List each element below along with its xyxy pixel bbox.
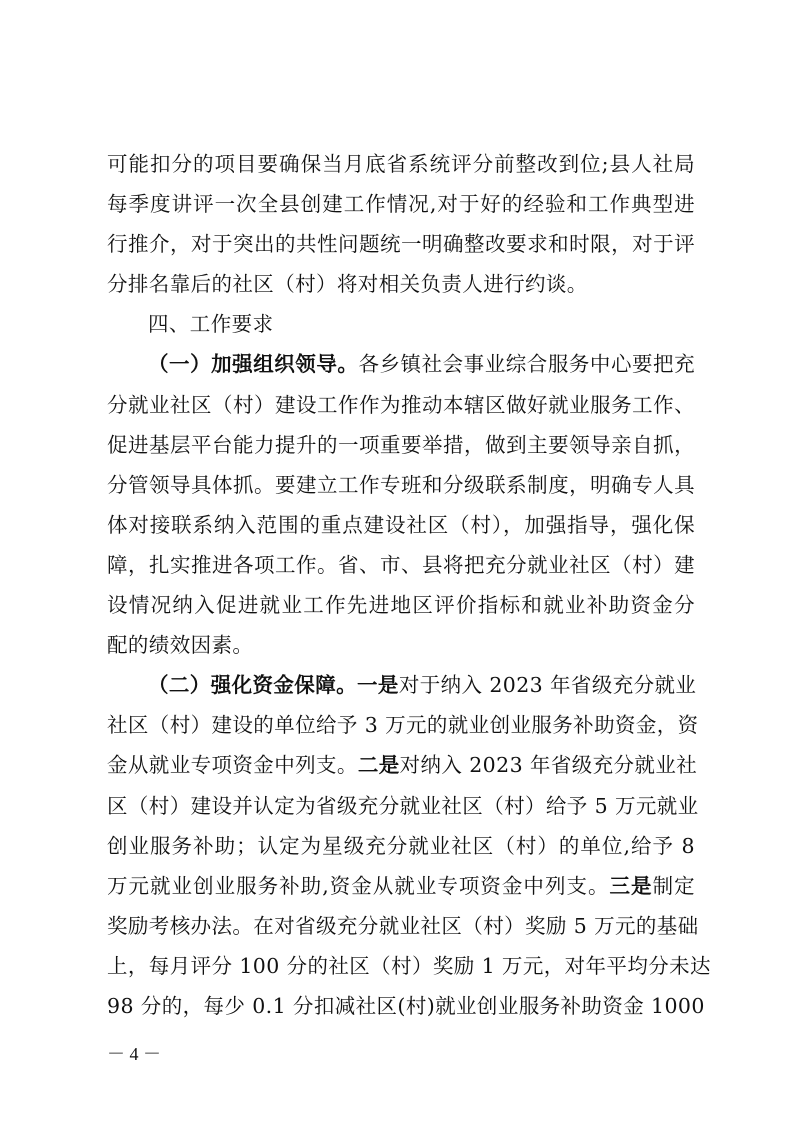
subsection-heading: （一）加强组织领导。 [148, 352, 359, 377]
paragraph-line: 每季度讲评一次全县创建工作情况,对于好的经验和工作典型进 [107, 192, 695, 217]
paragraph-text: 万元就业创业服务补助,资金从就业专项资金中列支。 [107, 873, 610, 898]
paragraph-line: 分排名靠后的社区（村）将对相关负责人进行约谈。 [107, 272, 588, 297]
paragraph-text: 对于纳入 2023 年省级充分就业 [398, 673, 697, 698]
paragraph-line: 创业服务补助；认定为星级充分就业社区（村）的单位,给予 8 [107, 833, 695, 858]
paragraph-line: 区（村）建设并认定为省级充分就业社区（村）给予 5 万元就业 [107, 793, 699, 818]
paragraph-line: 行推介，对于突出的共性问题统一明确整改要求和时限，对于评 [107, 232, 695, 257]
paragraph-line: 设情况纳入促进就业工作先进地区评价指标和就业补助资金分 [107, 593, 695, 618]
paragraph-line [107, 665, 695, 705]
paragraph-text: 各乡镇社会事业综合服务中心要把充 [358, 352, 695, 377]
paragraph-text: 对纳入 2023 年省级充分就业社 [399, 753, 698, 778]
paragraph-line [107, 866, 695, 906]
paragraph-line: 促进基层平台能力提升的一项重要举措，做到主要领导亲自抓， [107, 432, 695, 457]
paragraph-text: 金从就业专项资金中列支。 [107, 753, 358, 778]
paragraph-line: 分就业社区（村）建设工作作为推动本辖区做好就业服务工作、 [107, 392, 695, 417]
paragraph-line: 障，扎实推进各项工作。省、市、县将把充分就业社区（村）建 [107, 552, 695, 577]
emphasis-text: 一是 [357, 673, 399, 698]
paragraph-line [107, 745, 698, 785]
paragraph-line: 可能扣分的项目要确保当月底省系统评分前整改到位;县人社局 [107, 152, 695, 176]
paragraph-text: 制定 [652, 873, 695, 898]
section-heading: 四、工作要求 [148, 312, 274, 337]
subsection-heading: （二）强化资金保障。 [148, 673, 357, 698]
paragraph-line: 98 分的，每少 0.1 分扣减社区(村)就业创业服务补助资金 1000 [107, 993, 705, 1018]
paragraph-line: 上，每月评分 100 分的社区（村）奖励 1 万元，对年平均分未达 [107, 953, 711, 978]
emphasis-text: 二是 [357, 753, 400, 778]
paragraph-line: 社区（村）建设的单位给予 3 万元的就业创业服务补助资金，资 [107, 713, 699, 738]
paragraph-line: 分管领导具体抓。要建立工作专班和分级联系制度，明确专人具 [107, 472, 695, 497]
paragraph-line: 奖励考核办法。在对省级充分就业社区（村）奖励 5 万元的基础 [107, 913, 699, 938]
paragraph-line: 配的绩效因素。 [107, 633, 254, 658]
paragraph-line [107, 344, 695, 384]
document-body [107, 144, 711, 1026]
paragraph-line: 体对接联系纳入范围的重点建设社区（村），加强指导，强化保 [107, 512, 695, 537]
emphasis-text: 三是 [609, 873, 653, 898]
page-number: － 4 － [107, 1044, 161, 1064]
